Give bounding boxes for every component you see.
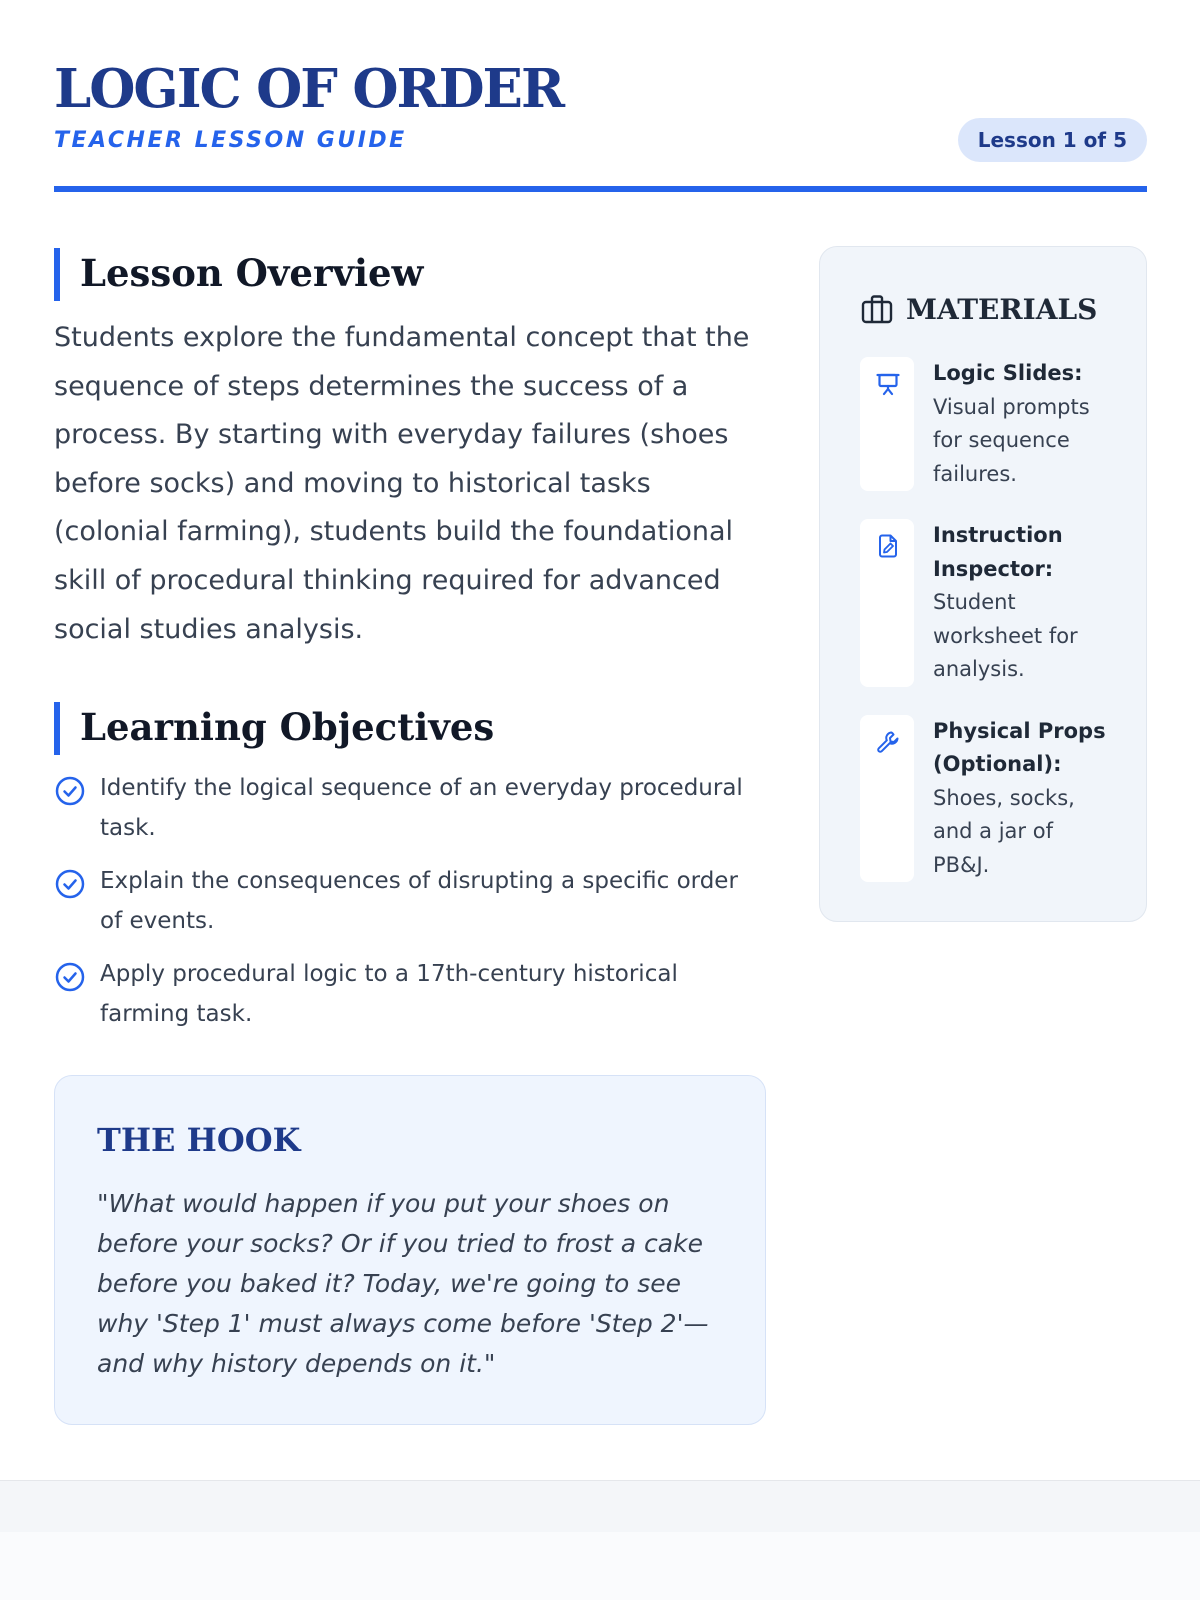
material-name: Physical Props (Optional): xyxy=(933,718,1106,776)
material-icon-box xyxy=(860,519,914,687)
objective-item xyxy=(54,861,765,941)
objective-item xyxy=(54,954,765,1034)
material-item xyxy=(860,715,1106,883)
lesson-badge: Lesson 1 of 5 xyxy=(958,118,1147,162)
material-icon-box xyxy=(860,715,914,883)
check-circle-icon xyxy=(54,775,86,807)
material-name: Instruction Inspector: xyxy=(933,523,1063,581)
material-item xyxy=(860,357,1106,491)
objective-text: Identify the logical sequence of an everyday procedural task. xyxy=(100,775,743,842)
material-description: Visual prompts for sequence failures. xyxy=(933,394,1090,486)
hook-card xyxy=(54,1075,766,1425)
objectives-heading: Learning Objectives xyxy=(54,700,765,754)
main-column xyxy=(54,246,765,1047)
overview-text: Students explore the fundamental concept that the sequence of steps determines the success of a process. By starting with everyday failures (shoes before socks) and moving to historical tasks (colonial farming), students build the foundational skill of procedural thinking required for advanced social studies analysis. xyxy=(54,322,750,645)
page-title: LOGIC OF ORDER xyxy=(54,58,563,120)
wrench-icon xyxy=(875,729,901,755)
material-description: Shoes, socks, and a jar of PB&J. xyxy=(933,785,1075,877)
hook-quote: "What would happen if you put your shoes on before your socks? Or if you tried to frost a cake before you baked it? Today, we're going to see why 'Step 1' must always come before 'Step 2'—and why history depends on it." xyxy=(97,1189,709,1378)
briefcase-icon xyxy=(860,292,894,326)
document-edit-icon xyxy=(875,533,901,559)
material-item xyxy=(860,519,1106,687)
material-icon-box xyxy=(860,357,914,491)
page-subtitle: TEACHER LESSON GUIDE xyxy=(54,128,407,153)
check-circle-icon xyxy=(54,961,86,993)
check-circle-icon xyxy=(54,868,86,900)
page-separator xyxy=(0,1480,1200,1532)
material-description: Student worksheet for analysis. xyxy=(933,590,1078,681)
objective-text: Apply procedural logic to a 17th-century historical farming task. xyxy=(100,961,678,1028)
objective-item xyxy=(54,768,765,848)
hook-heading: THE HOOK xyxy=(97,1121,301,1159)
header-divider xyxy=(54,186,1147,192)
materials-panel xyxy=(819,246,1147,922)
objectives-list xyxy=(54,768,765,1034)
page-header xyxy=(54,56,1147,194)
material-name: Logic Slides: xyxy=(933,361,1083,385)
overview-heading: Lesson Overview xyxy=(54,246,765,300)
materials-heading: MATERIALS xyxy=(906,292,1098,326)
materials-header xyxy=(860,289,1106,329)
objective-text: Explain the consequences of disrupting a specific order of events. xyxy=(100,868,738,935)
presentation-icon xyxy=(875,371,901,397)
